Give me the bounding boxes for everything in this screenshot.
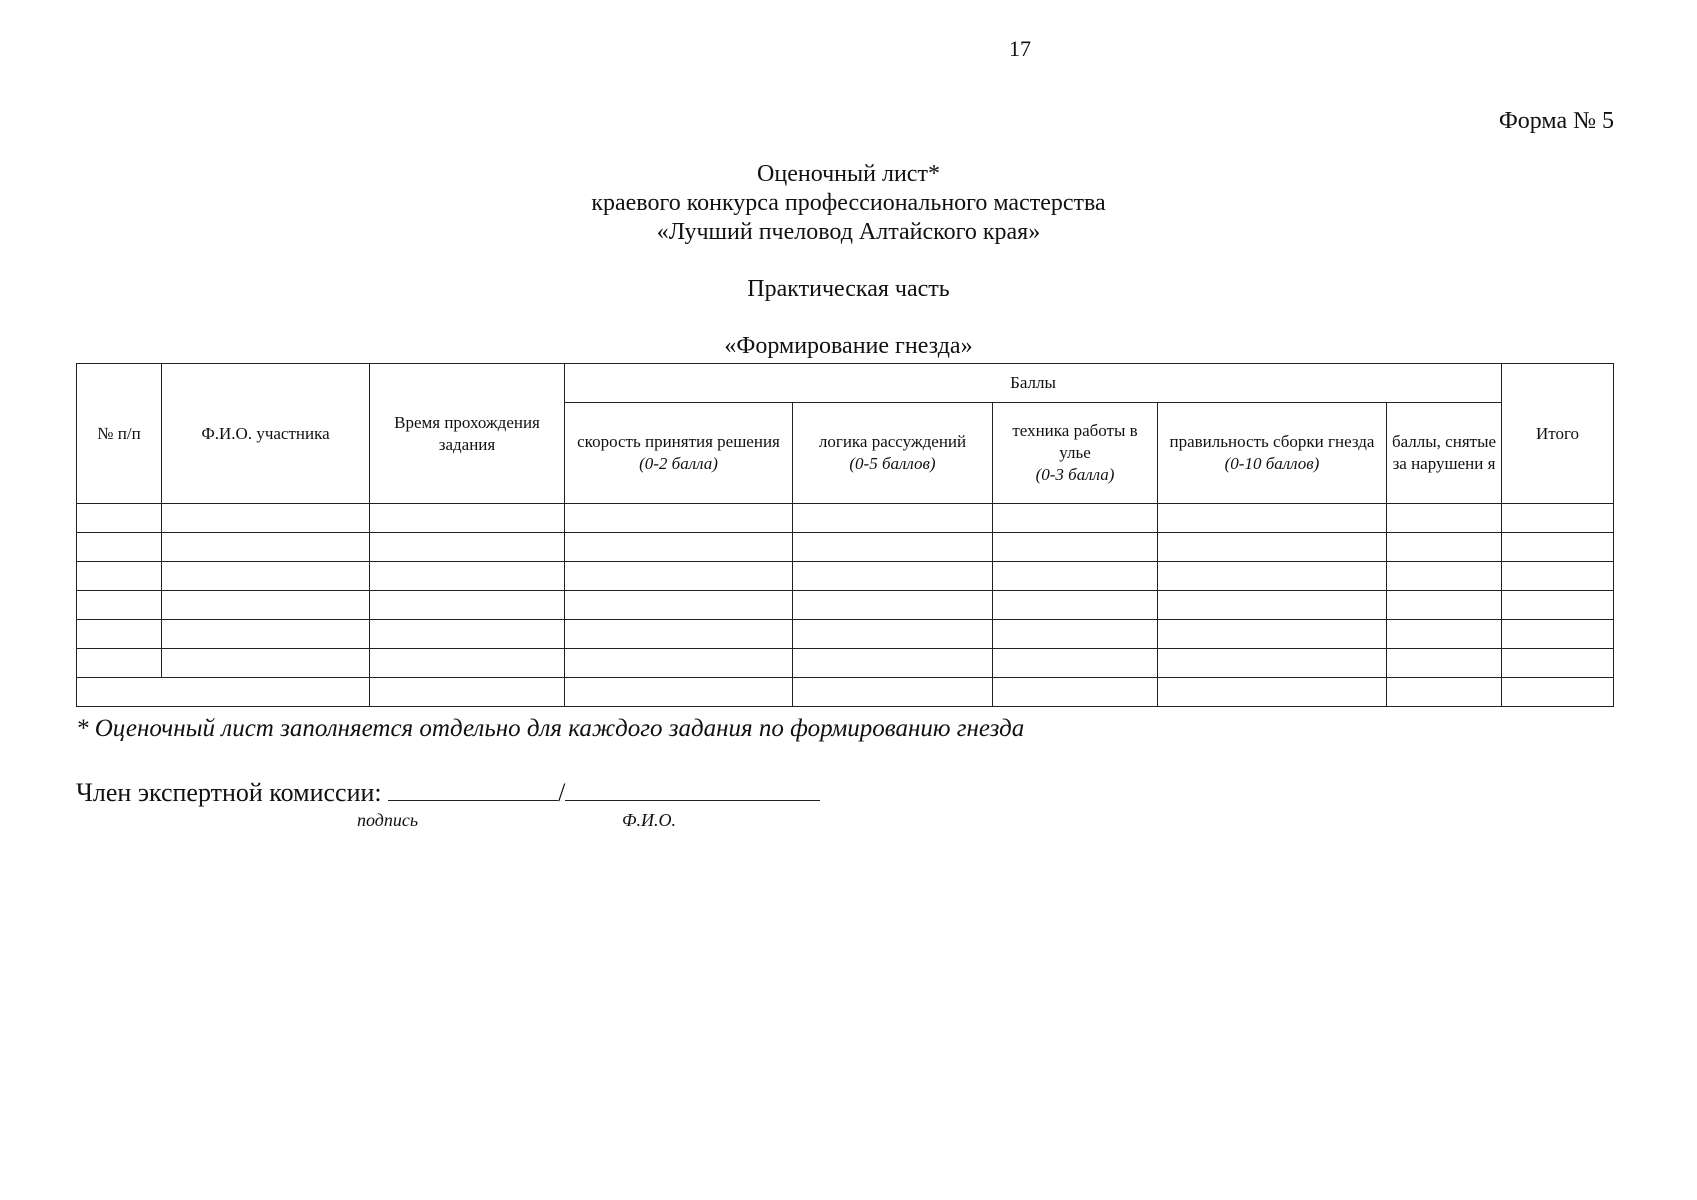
header-total: Итого [1502,364,1614,504]
header-assembly [1158,403,1387,504]
signature-caption: подпись [357,810,419,830]
section-title: Практическая часть [747,276,950,302]
header-participant-name: Ф.И.О. участника [162,364,370,504]
table-row-last [77,678,1614,707]
header-task-time: Время прохождения задания [370,364,565,504]
header-technique-label: техника работы в улье [1012,421,1138,462]
header-assembly-range: (0-10 баллов) [1224,454,1320,473]
header-number: № п/п [77,364,162,504]
table-row [77,504,1614,533]
name-field[interactable] [565,778,820,801]
header-logic [793,403,993,504]
header-speed-label: скорость принятия решения [577,432,780,451]
title-line-1: Оценочный лист* [757,161,940,187]
header-points-group: Баллы [565,364,1502,403]
table-row [77,533,1614,562]
table-row [77,649,1614,678]
footnote: * Оценочный лист заполняется отдельно для каждого задания по формированию гнезда [76,715,1025,742]
header-logic-label: логика рассуждений [818,432,967,451]
task-title: «Формирование гнезда» [724,333,973,359]
header-assembly-label: правильность сборки гнезда [1169,432,1375,451]
evaluation-table [76,363,1614,707]
page-number: 17 [1009,36,1031,61]
title-line-3: «Лучший пчеловод Алтайского края» [656,219,1041,245]
signature-line [76,778,820,808]
header-technique [993,403,1158,504]
header-technique-range: (0-3 балла) [1035,465,1115,484]
table-row [77,562,1614,591]
name-caption: Ф.И.О. [622,810,676,830]
header-penalty: баллы, снятые за нарушени я [1387,403,1502,504]
signature-label: Член экспертной комиссии: [76,778,382,807]
form-label: Форма № 5 [1498,108,1614,134]
table-row [77,591,1614,620]
signature-separator: / [558,778,566,807]
signature-field[interactable] [388,778,558,801]
document-title [0,160,1697,247]
title-line-2: краевого конкурса профессионального мастерства [591,190,1106,216]
header-logic-range: (0-5 баллов) [849,454,936,473]
table-row [77,620,1614,649]
header-speed-range: (0-2 балла) [639,454,718,473]
header-speed [565,403,793,504]
